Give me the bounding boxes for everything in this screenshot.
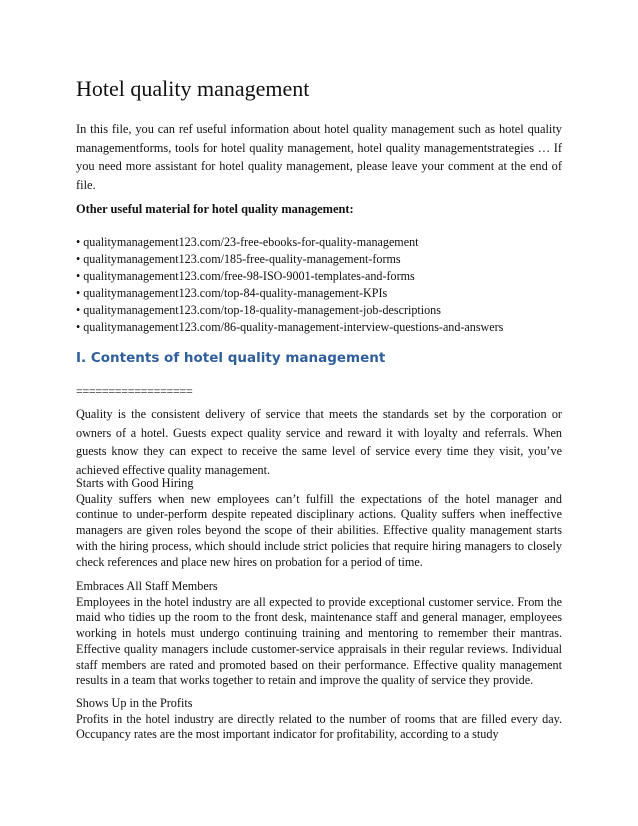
- resource-link[interactable]: • qualitymanagement123.com/23-free-ebooks-for-quality-management: [76, 235, 419, 249]
- section-good-hiring: [76, 476, 562, 570]
- subsection-body: Quality suffers when new employees can’t fulfill the expectations of the hotel manager and continue to under-perform despite repeated disciplinary actions. Quality suffers when ineffective managers are given roles beyond the scope of their abilities. Effective quality management starts with the hiring process, which should include strict policies that require hiring managers to closely check references and place new hires on probation for a period of time.: [76, 491, 562, 569]
- section-profits: [76, 696, 562, 743]
- resource-link-list: [76, 234, 503, 336]
- subsection-heading: Starts with Good Hiring: [76, 476, 194, 490]
- other-material-heading: Other useful material for hotel quality management:: [76, 202, 354, 216]
- quality-paragraph: Quality is the consistent delivery of service that meets the standards set by the corporation or owners of a hotel. Guests expect quality service and reward it with loyalty and referrals. When guests know they can expect to receive the same level of service every time they visit, you’ve achieved effective quality management.: [76, 407, 562, 478]
- resource-link[interactable]: • qualitymanagement123.com/free-98-ISO-9001-templates-and-forms: [76, 269, 415, 283]
- divider-line: ==================: [76, 384, 193, 398]
- resource-link[interactable]: • qualitymanagement123.com/185-free-quality-management-forms: [76, 252, 401, 266]
- document-title: Hotel quality management: [76, 76, 310, 101]
- intro-paragraph: In this file, you can ref useful information about hotel quality management such as hotel quality managementforms, tools for hotel quality management, hotel quality managementstrategies … If you need more assistant for hotel quality management, please leave your comment at the end of file.: [76, 122, 562, 192]
- subsection-body: Profits in the hotel industry are directly related to the number of rooms that are filled every day. Occupancy rates are the most important indicator for profitability, according to a study: [76, 711, 562, 742]
- resource-link[interactable]: • qualitymanagement123.com/86-quality-management-interview-questions-and-answers: [76, 320, 504, 334]
- subsection-body: Employees in the hotel industry are all expected to provide exceptional customer service. From the maid who tidies up the room to the front desk, maintenance staff and general manager, employees working in hotels must undergo continuing training and mentoring to remember their mantras. Effective quality managers include customer-service appraisals in their regular reviews. Individual staff members are rated and promoted based on their performance. Effective quality management results in a team that works together to retain and improve the quality of service they provide.: [76, 594, 562, 688]
- subsection-heading: Embraces All Staff Members: [76, 579, 218, 593]
- subsection-heading: Shows Up in the Profits: [76, 696, 193, 710]
- resource-link[interactable]: • qualitymanagement123.com/top-18-quality-management-job-descriptions: [76, 303, 441, 317]
- section-heading: I. Contents of hotel quality management: [76, 350, 386, 366]
- section-staff-members: [76, 579, 562, 689]
- resource-link[interactable]: • qualitymanagement123.com/top-84-quality-management-KPIs: [76, 286, 388, 300]
